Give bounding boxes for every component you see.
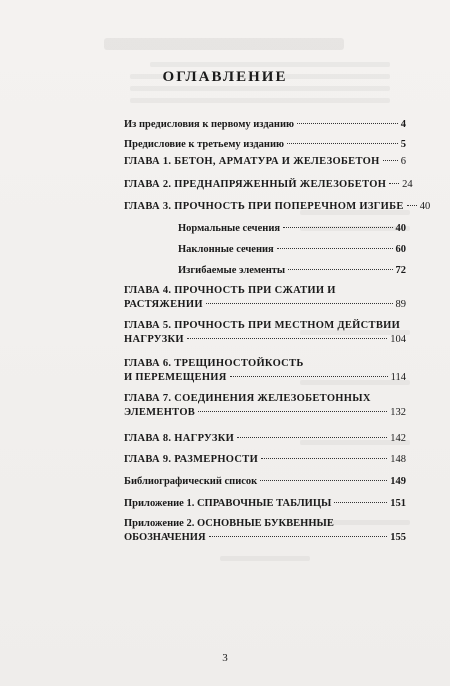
toc-entry-label-line2: ЭЛЕМЕНТОВ: [124, 407, 196, 418]
toc-entry-page: 72: [395, 265, 406, 276]
toc-entry-chapter: [124, 284, 406, 312]
toc-entry-page: 24: [402, 179, 413, 190]
toc-entry-page: 155: [390, 532, 406, 543]
dot-leader: [383, 160, 398, 161]
toc-entry-page: 132: [390, 407, 406, 418]
dot-leader: [237, 437, 387, 438]
toc-entry-label: ГЛАВА 1. БЕТОН, АРМАТУРА И ЖЕЛЕЗОБЕТОН: [124, 156, 380, 167]
bleed-through-heading: [104, 38, 344, 50]
toc-entry-page: 60: [395, 244, 406, 255]
toc-entry-label: Предисловие к третьему изданию: [124, 139, 285, 150]
toc-entry-chapter: [124, 200, 431, 214]
toc-entry: [124, 497, 406, 511]
toc-entry-page: 149: [390, 476, 406, 487]
toc-entry-label: Наклонные сечения: [178, 244, 274, 255]
page-number: 3: [222, 652, 228, 664]
dot-leader: [261, 458, 387, 459]
toc-entry-chapter: [124, 319, 406, 347]
toc-entry: [124, 517, 406, 545]
toc-subentry: [178, 222, 406, 236]
toc-entry-page: 40: [419, 201, 431, 212]
toc-entry-page: 5: [400, 139, 406, 150]
toc-entry-label-line2: ОБОЗНАЧЕНИЯ: [124, 532, 206, 543]
toc-entry-label-line2: НАГРУЗКИ: [124, 334, 184, 345]
toc-entry-chapter: [124, 155, 406, 169]
toc-entry-chapter: [124, 453, 406, 467]
dot-leader: [283, 227, 392, 228]
toc-entry-page: 4: [400, 119, 406, 130]
toc-entry-chapter: [124, 392, 406, 420]
toc-entry-label: ГЛАВА 8. НАГРУЗКИ: [124, 433, 235, 444]
bleed-through-line: [220, 556, 310, 561]
toc-entry-label: Изгибаемые элементы: [178, 265, 286, 276]
dot-leader: [230, 376, 388, 377]
dot-leader: [287, 143, 398, 144]
dot-leader: [187, 338, 387, 339]
toc-entry-page: 142: [390, 433, 406, 444]
toc-entry-page: 151: [390, 498, 406, 509]
toc-entry-page: 104: [390, 334, 406, 345]
dot-leader: [260, 480, 387, 481]
toc-entry-page: 148: [390, 454, 406, 465]
toc-entry-label: Нормальные сечения: [178, 223, 281, 234]
dot-leader: [209, 536, 388, 537]
bleed-through-line: [130, 86, 390, 91]
dot-leader: [297, 123, 398, 124]
dot-leader: [407, 205, 417, 206]
toc-subentry: [178, 264, 406, 278]
toc-entry-label-line1: Приложение 2. ОСНОВНЫЕ БУКВЕННЫЕ: [124, 518, 334, 529]
toc-entry-label-line2: И ПЕРЕМЕЩЕНИЯ: [124, 372, 227, 383]
toc-entry-label: Приложение 1. СПРАВОЧНЫЕ ТАБЛИЦЫ: [124, 498, 332, 509]
bleed-through-line: [130, 98, 390, 103]
toc-entry-label-line1: ГЛАВА 5. ПРОЧНОСТЬ ПРИ МЕСТНОМ ДЕЙСТВИИ: [124, 320, 401, 331]
toc-entry-label: Из предисловия к первому изданию: [124, 119, 295, 130]
toc-entry-label: ГЛАВА 2. ПРЕДНАПРЯЖЕННЫЙ ЖЕЛЕЗОБЕТОН: [124, 179, 387, 190]
bleed-through-line: [150, 62, 390, 67]
toc-entry-label: ГЛАВА 9. РАЗМЕРНОСТИ: [124, 454, 259, 465]
dot-leader: [198, 411, 387, 412]
toc-entry-chapter: [124, 357, 406, 385]
toc-subentry: [178, 243, 406, 257]
dot-leader: [206, 303, 393, 304]
toc-entry-label-line1: ГЛАВА 6. ТРЕЩИНОСТОЙКОСТЬ: [124, 358, 304, 369]
toc-entry-chapter: [124, 178, 413, 192]
toc-entry-label-line1: ГЛАВА 4. ПРОЧНОСТЬ ПРИ СЖАТИИ И: [124, 285, 336, 296]
toc-entry-page: 114: [390, 372, 406, 383]
toc-entry: [124, 138, 406, 152]
toc-entry-label: ГЛАВА 3. ПРОЧНОСТЬ ПРИ ПОПЕРЕЧНОМ ИЗГИБЕ: [124, 201, 404, 212]
dot-leader: [389, 183, 399, 184]
toc-entry-page: 6: [400, 156, 406, 167]
toc-entry-page: 40: [395, 223, 406, 234]
toc-entry-label: Библиографический список: [124, 476, 258, 487]
toc-title: ОГЛАВЛЕНИЕ: [162, 69, 288, 85]
dot-leader: [334, 502, 387, 503]
dot-leader: [288, 269, 392, 270]
toc-entry: [124, 118, 406, 132]
toc-entry-label-line2: РАСТЯЖЕНИИ: [124, 299, 203, 310]
toc-entry-chapter: [124, 432, 406, 446]
toc-entry-label-line1: ГЛАВА 7. СОЕДИНЕНИЯ ЖЕЛЕЗОБЕТОННЫХ: [124, 393, 371, 404]
dot-leader: [277, 248, 393, 249]
toc-entry-page: 89: [395, 299, 406, 310]
toc-entry: [124, 475, 406, 489]
